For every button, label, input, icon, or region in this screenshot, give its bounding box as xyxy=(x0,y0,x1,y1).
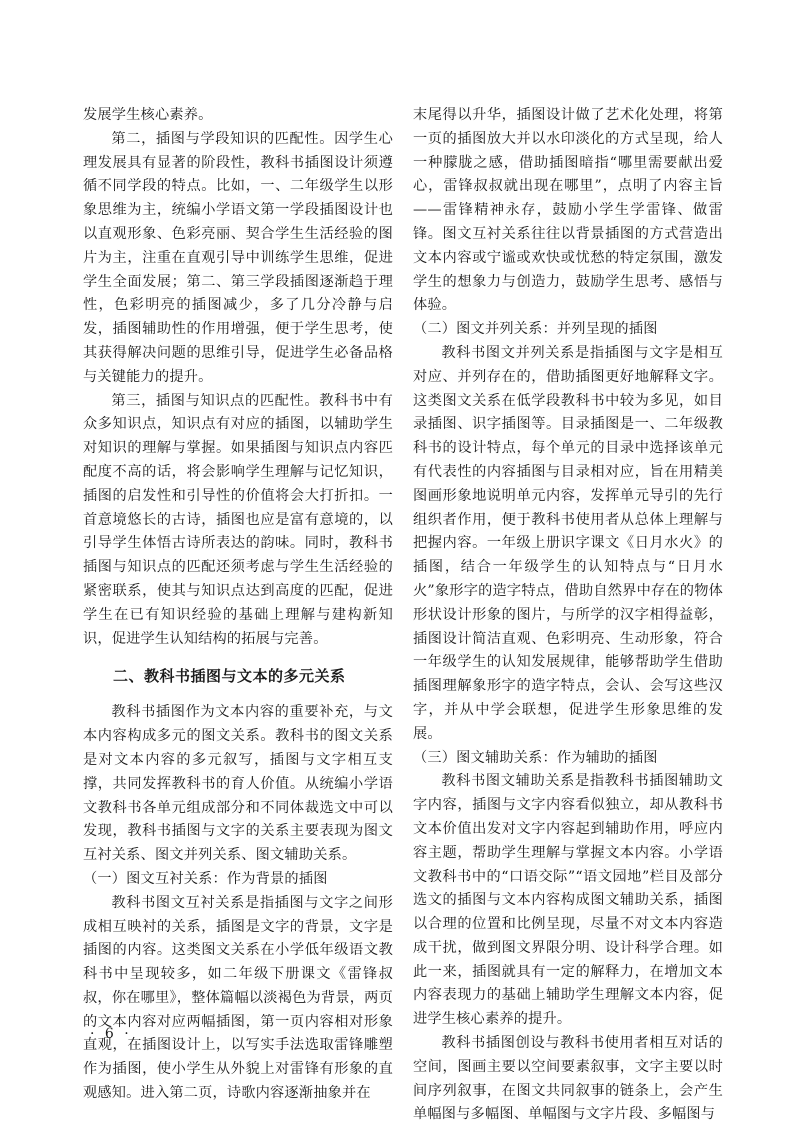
paragraph: 教科书图文并列关系是指插图与文字是相互对应、并列存在的，借助插图更好地解释文字。这类图文关系在低学段教科书中较为多见，如目录插图、识字插图等。目录插图是一、二年级教科书的设计特点，每个单元的目录中选择该单元有代表性的内容插图与目录相对应，旨在用精美图画形象地说明单元内容，发挥单元导引的先行组织者作用，便于教科书使用者从总体上理解与把握内容。一年级上册识字课文《日月水火》的插图，结合一年级学生的认知特点与“日月水火”象形字的造字特点，借助自然界中存在的物体形状设计形象的图片，与所学的汉字相得益彰，插图设计简洁直观、色彩明亮、生动形象，符合一年级学生的认知发展规律，能够帮助学生借助插图理解象形字的造字特点，会认、会写这些汉字，并从中学会联想，促进学生形象思维的发展。 xyxy=(413,344,723,742)
subsection-heading: （一）图文互衬关系：作为背景的插图 xyxy=(83,870,328,887)
right-column xyxy=(413,104,723,1127)
paragraph: 第三，插图与知识点的匹配性。教科书中有众多知识点，知识点有对应的插图，以辅助学生对知识的理解与掌握。如果插图与知识点内容匹配度不高的话，将会影响学生理解与记忆知识，插图的启发性和引导性的价值将会大打折扣。一首意境悠长的古诗，插图也应是富有意境的，以引导学生体悟古诗所表达的韵味。同时，教科书插图与知识点的匹配还须考虑与学生生活经验的紧密联系，使其与知识点达到高度的匹配，促进学生在已有知识经验的基础上理解与建构新知识，促进学生认知结构的拓展与完善。 xyxy=(83,392,393,647)
paragraph: 发展学生核心素养。 xyxy=(83,107,213,123)
subsection-heading: （二）图文并列关系：并列呈现的插图 xyxy=(413,321,658,338)
paragraph: 教科书图文互衬关系是指插图与文字之间形成相互映衬的关系，插图是文字的背景，文字是插图的内容。这类图文关系在小学低年级语文教科书中呈现较多，如二年级下册课文《雷锋叔叔，你在哪里》，整体篇幅以淡褐色为背景，两页的文本内容对应两幅插图，第一页内容相对形象直观，在插图设计上，以写实手法选取雷锋雕塑作为插图，使小学生从外貌上对雷锋有形象的直观感知。进入第二页，诗歌内容逐渐抽象并在 xyxy=(83,894,393,1102)
section-heading: 二、教科书插图与文本的多元关系 xyxy=(113,667,346,686)
paragraph: 教科书插图创设与教科书使用者相互对话的空间，图画主要以空间要素叙事，文字主要以时间序列叙事，在图文共同叙事的链条上，会产生单幅图与多幅图、单幅图与文字片段、多幅图与 xyxy=(413,1035,723,1123)
subsection-heading: （三）图文辅助关系：作为辅助的插图 xyxy=(413,749,658,766)
paragraph: 第二，插图与学段知识的匹配性。因学生心理发展具有显著的阶段性，教科书插图设计须遵循不同学段的特点。比如，一、二年级学生以形象思维为主，统编小学语文第一学段插图设计也以直观形象、色彩亮丽、契合学生生活经验的图片为主，注重在直观引导中训练学生思维，促进学生全面发展；第二、第三学段插图逐渐趋于理性，色彩明亮的插图减少，多了几分冷静与启发，插图辅助性的作用增强，便于学生思考，使其获得解决问题的思维引导，促进学生必备品格与关键能力的提升。 xyxy=(83,130,393,385)
paragraph: 教科书插图作为文本内容的重要补充，与文本内容构成多元的图文关系。教科书的图文关系是对文本内容的多元叙写，插图与文字相互支撑，共同发挥教科书的育人价值。从统编小学语文教科书各单元组成部分和不同体裁选文中可以发现，教科书插图与文字的关系主要表现为图文互衬关系、图文并列关系、图文辅助关系。 xyxy=(83,704,393,864)
paragraph: 教科书图文辅助关系是指教科书插图辅助文字内容，插图与文字内容看似独立，却从教科书文本价值出发对文字内容起到辅助作用，呼应内容主题，帮助学生理解与掌握文本内容。小学语文教科书中的“口语交际”“语文园地”栏目及部分选文的插图与文本内容构成图文辅助关系，插图以合理的位置和比例呈现，尽量不对文本内容造成干扰，做到图文界限分明、设计科学合理。如此一来，插图就具有一定的解释力，在增加文本内容表现力的基础上辅助学生理解文本内容，促进学生核心素养的提升。 xyxy=(413,773,723,1028)
page-number: · 6 · xyxy=(90,1026,132,1042)
paragraph: 末尾得以升华，插图设计做了艺术化处理，将第一页的插图放大并以水印淡化的方式呈现，给人一种朦胧之感，借助插图暗指“哪里需要献出爱心，雷锋叔叔就出现在哪里”，点明了内容主旨——雷锋精神永存，鼓励小学生学雷锋、做雷锋。图文互衬关系往往以背景插图的方式营造出文本内容或宁谧或欢快或忧愁的特定氛围，激发学生的想象力与创造力，鼓励学生思考、感悟与体验。 xyxy=(413,107,723,314)
left-column xyxy=(83,104,393,1106)
